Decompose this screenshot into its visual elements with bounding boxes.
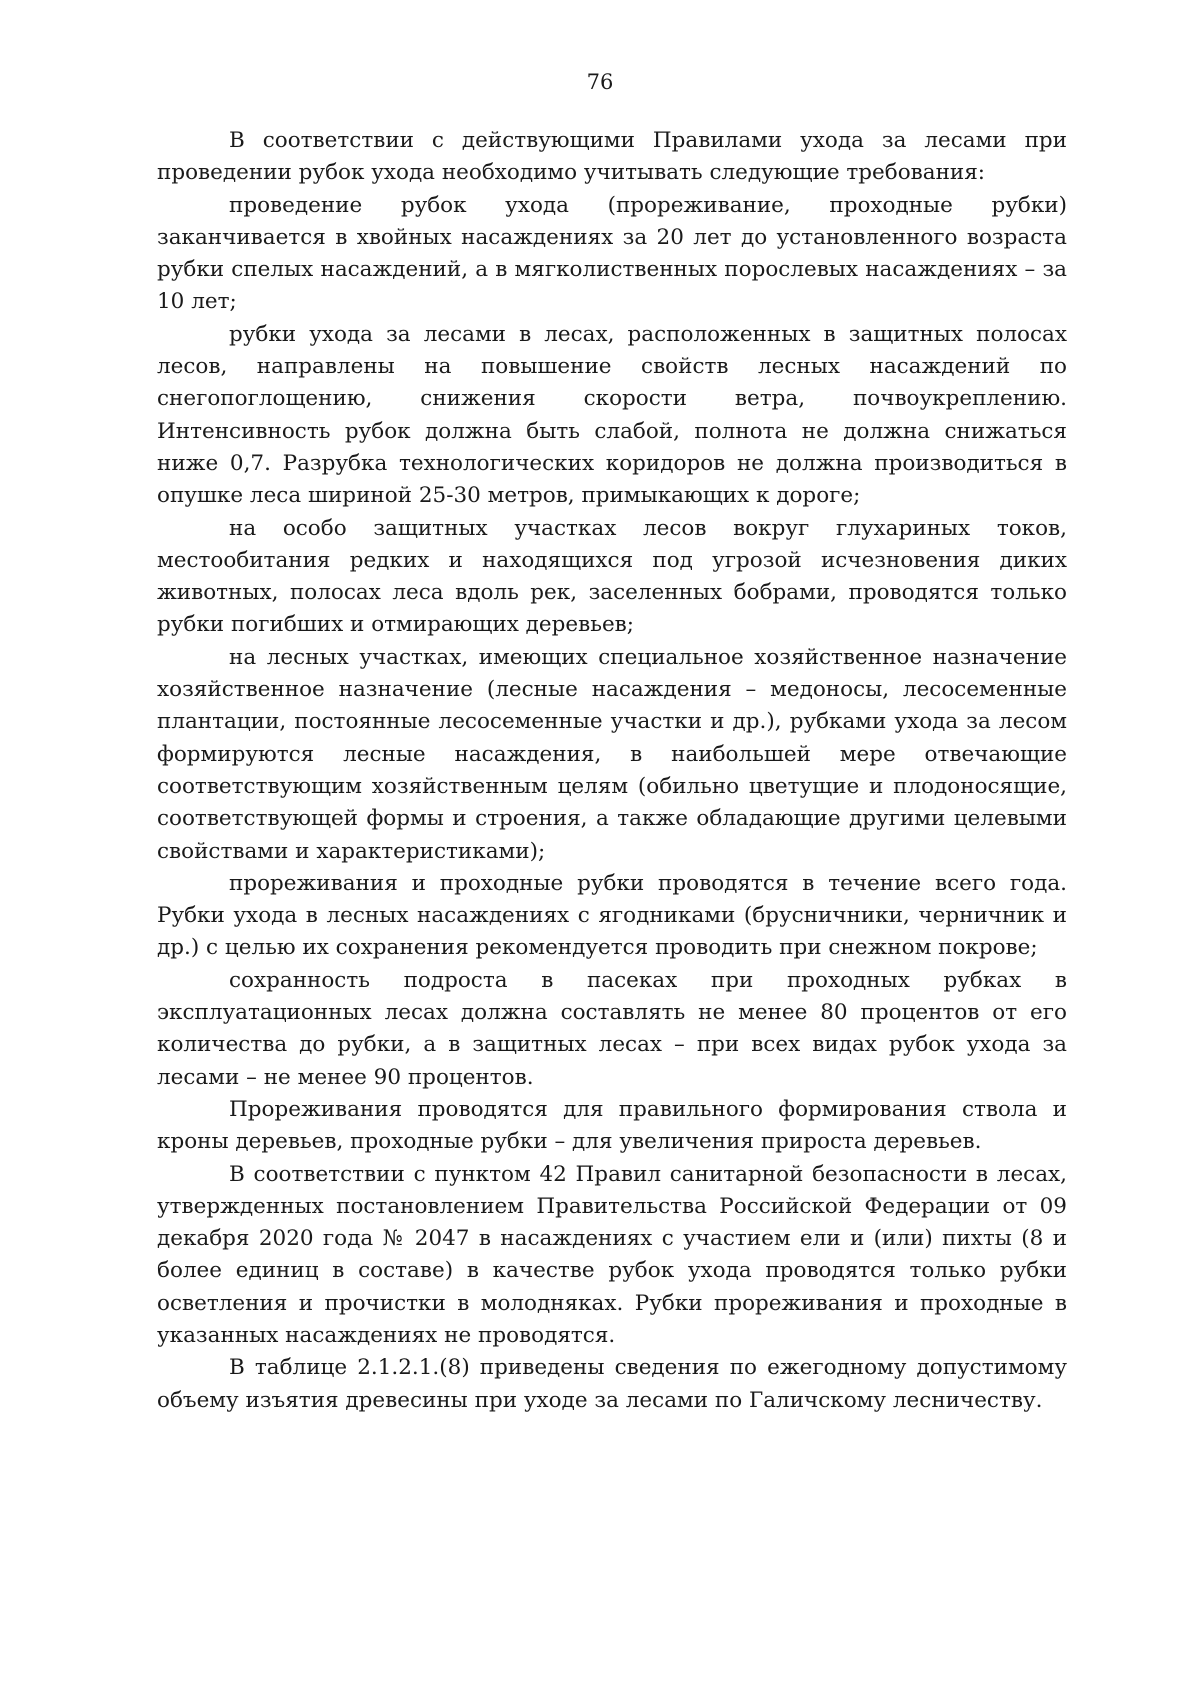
paragraph-sanitary-rules: В соответствии с пунктом 42 Правил санитарной безопасности в лесах, утвержденных постановлением Правительства Российской Федерации от 09 декабря 2020 года № 2047 в насаждениях с участием ели и (или) пихты (8 и более единиц в составе) в качестве рубок ухода проводятся только рубки осветления и прочистки в молодняках. Рубки прореживания и проходные в указанных насаждениях не проводятся. <box>157 1161 1067 1348</box>
page-number: 76 <box>586 70 614 94</box>
paragraph-thinning-deadline: проведение рубок ухода (прореживание, проходные рубки) заканчивается в хвойных насаждениях за 20 лет до установленного возраста рубки спелых насаждений, а в мягколиственных порослевых насаждениях – за 10 лет; <box>157 192 1067 315</box>
paragraph-undergrowth-preservation: сохранность подроста в пасеках при проходных рубках в эксплуатационных лесах должна составлять не менее 80 процентов от его количества до рубки, а в защитных лесах – при всех видах рубок ухода за лесами – не менее 90 процентов. <box>157 967 1067 1090</box>
paragraph-year-round-thinning: прореживания и проходные рубки проводятся в течение всего года. Рубки ухода в лесных насаждениях с ягодниками (брусничники, черничник и др.) с целью их сохранения рекомендуется проводить при снежном покрове; <box>157 870 1067 961</box>
body-text <box>157 125 1067 1417</box>
paragraph-table-reference: В таблице 2.1.2.1.(8) приведены сведения по ежегодному допустимому объему изъятия древесины при уходе за лесами по Галичскому лесничеству. <box>157 1355 1067 1413</box>
paragraph-special-protection-areas: на особо защитных участках лесов вокруг глухариных токов, местообитания редких и находящихся под угрозой исчезновения диких животных, полосах леса вдоль рек, заселенных бобрами, проводятся только рубки погибших и отмирающих деревьев; <box>157 515 1067 638</box>
paragraph-special-purpose-plots: на лесных участках, имеющих специальное хозяйственное назначение хозяйственное назначение (лесные насаждения – медоносы, лесосеменные плантации, постоянные лесосеменные участки и др.), рубками ухода за лесом формируются лесные насаждения, в наибольшей мере отвечающие соответствующим хозяйственным целям (обильно цветущие и плодоносящие, соответствующей формы и строения, а также обладающие другими целевыми свойствами и характеристиками); <box>157 644 1067 864</box>
paragraph-intro: В соответствии с действующими Правилами ухода за лесами при проведении рубок ухода необходимо учитывать следующие требования: <box>157 128 1067 186</box>
paragraph-thinning-purpose: Прореживания проводятся для правильного формирования ствола и кроны деревьев, проходные рубки – для увеличения прироста деревьев. <box>157 1096 1067 1155</box>
paragraph-protective-strips: рубки ухода за лесами в лесах, расположенных в защитных полосах лесов, направлены на повышение свойств лесных насаждений по снегопоглощению, снижения скорости ветра, почвоукреплению. Интенсивность рубок должна быть слабой, полнота не должна снижаться ниже 0,7. Разрубка технологических коридоров не должна производиться в опушке леса шириной 25-30 метров, примыкающих к дороге; <box>157 321 1067 509</box>
